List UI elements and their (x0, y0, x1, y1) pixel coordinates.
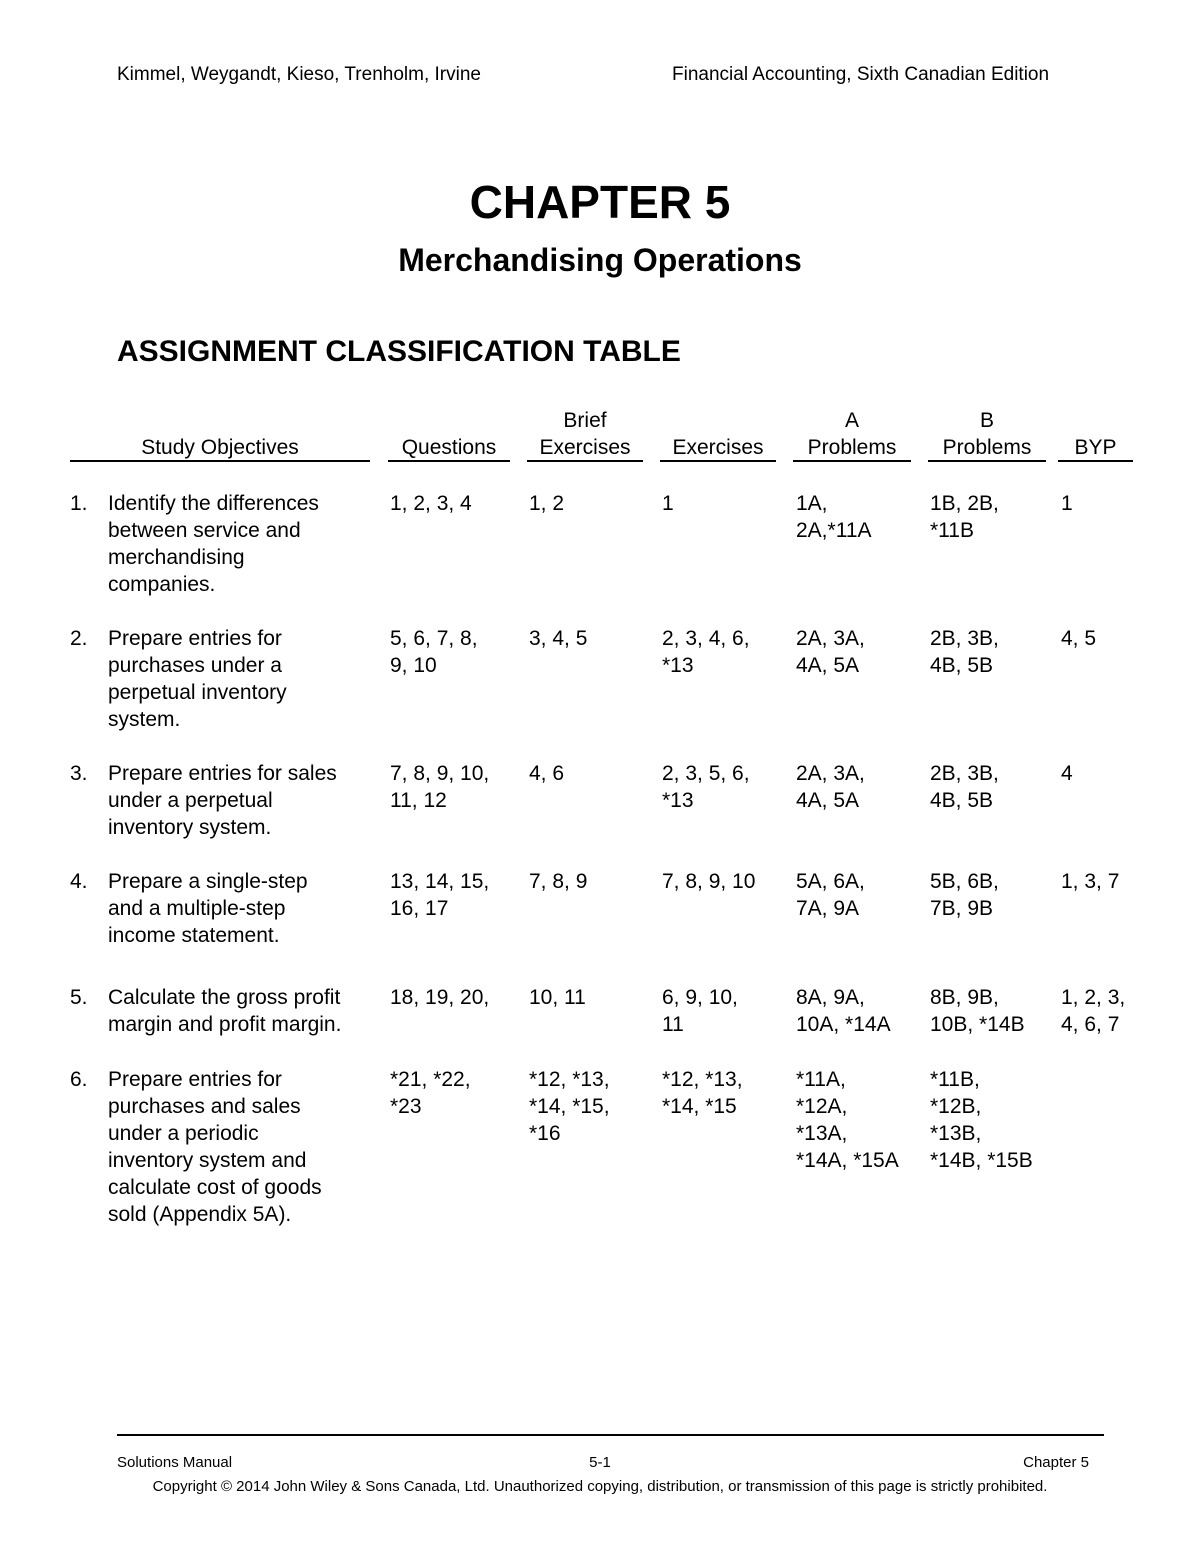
a-problems-cell: 5A, 6A, 7A, 9A (796, 870, 865, 920)
a-problems-cell: 2A, 3A, 4A, 5A (796, 762, 865, 812)
footer-left: Solutions Manual (117, 1454, 233, 1471)
questions-cell: 7, 8, 9, 10, 11, 12 (390, 762, 490, 812)
section-title: ASSIGNMENT CLASSIFICATION TABLE (117, 335, 681, 368)
b-problems-cell: 2B, 3B, 4B, 5B (930, 627, 999, 677)
a-problems-cell: 8A, 9A, 10A, *14A (796, 986, 891, 1036)
questions-cell: 18, 19, 20, (390, 986, 490, 1009)
header-underline (793, 460, 911, 462)
header-underline (660, 460, 776, 462)
b-problems-cell: 1B, 2B, *11B (930, 492, 999, 542)
header-underline (70, 460, 370, 462)
study-objective: Prepare entries for sales under a perpetual inventory system. (108, 762, 337, 839)
exercises-cell: *12, *13, *14, *15 (662, 1068, 743, 1118)
a-problems-cell: 1A, 2A,*11A (796, 492, 872, 542)
row-number: 6. (70, 1068, 88, 1091)
col-header-questions: Questions (401, 436, 497, 459)
b-problems-cell: 5B, 6B, 7B, 9B (930, 870, 999, 920)
questions-cell: 13, 14, 15, 16, 17 (390, 870, 490, 920)
brief-exercises-cell: *12, *13, *14, *15, *16 (529, 1068, 610, 1145)
byp-cell: 1, 2, 3, 4, 6, 7 (1061, 986, 1126, 1036)
header-book-title: Financial Accounting, Sixth Canadian Edition (672, 64, 1050, 85)
col-header-b-line2: Problems (942, 436, 1032, 459)
page-number: 5-1 (589, 1454, 611, 1471)
chapter-subtitle: Merchandising Operations (398, 242, 802, 278)
col-header-brief-line1: Brief (563, 409, 607, 432)
header-underline (1058, 460, 1133, 462)
header-underline (388, 460, 510, 462)
col-header-a-line1: A (844, 409, 859, 432)
a-problems-cell: 2A, 3A, 4A, 5A (796, 627, 865, 677)
footer-right: Chapter 5 (1023, 1454, 1089, 1471)
brief-exercises-cell: 10, 11 (529, 986, 586, 1009)
byp-cell: 4 (1061, 762, 1073, 785)
b-problems-cell: *11B, *12B, *13B, *14B, *15B (930, 1068, 1033, 1172)
study-objective: Prepare a single-step and a multiple-step income statement. (108, 870, 308, 947)
questions-cell: 1, 2, 3, 4 (390, 492, 472, 515)
byp-cell: 1, 3, 7 (1061, 870, 1120, 893)
brief-exercises-cell: 7, 8, 9 (529, 870, 588, 893)
exercises-cell: 7, 8, 9, 10 (662, 870, 756, 893)
exercises-cell: 2, 3, 4, 6, *13 (662, 627, 750, 677)
study-objective: Calculate the gross profit margin and profit margin. (108, 986, 342, 1036)
exercises-cell: 1 (662, 492, 674, 515)
copyright-notice: Copyright © 2014 John Wiley & Sons Canada, Ltd. Unauthorized copying, distribution, or transmission of this page is strictly prohibited. (152, 1478, 1048, 1495)
header-underline (527, 460, 643, 462)
questions-cell: *21, *22, *23 (390, 1068, 471, 1118)
col-header-a-line2: Problems (807, 436, 897, 459)
chapter-title: CHAPTER 5 (469, 176, 731, 228)
byp-cell: 1 (1061, 492, 1073, 515)
questions-cell: 5, 6, 7, 8, 9, 10 (390, 627, 478, 677)
brief-exercises-cell: 4, 6 (529, 762, 565, 785)
b-problems-cell: 8B, 9B, 10B, *14B (930, 986, 1025, 1036)
brief-exercises-cell: 1, 2 (529, 492, 565, 515)
header-authors: Kimmel, Weygandt, Kieso, Trenholm, Irvine (117, 64, 481, 85)
brief-exercises-cell: 3, 4, 5 (529, 627, 588, 650)
row-number: 2. (70, 627, 88, 650)
study-objective: Prepare entries for purchases under a perpetual inventory system. (108, 627, 287, 731)
header-underline (928, 460, 1046, 462)
col-header-exercises: Exercises (672, 436, 764, 459)
col-header-brief-line2: Exercises (539, 436, 631, 459)
exercises-cell: 6, 9, 10, 11 (662, 986, 738, 1036)
row-number: 3. (70, 762, 88, 785)
footer-divider (117, 1434, 1104, 1436)
a-problems-cell: *11A, *12A, *13A, *14A, *15A (796, 1068, 899, 1172)
row-number: 5. (70, 986, 88, 1009)
col-header-byp: BYP (1074, 436, 1117, 459)
col-header-b-line1: B (979, 409, 994, 432)
b-problems-cell: 2B, 3B, 4B, 5B (930, 762, 999, 812)
study-objective: Prepare entries for purchases and sales under a periodic inventory system and calculate cost of goods sold (Appendix 5A). (108, 1068, 322, 1226)
exercises-cell: 2, 3, 5, 6, *13 (662, 762, 750, 812)
col-header-study-objectives: Study Objectives (141, 436, 299, 459)
byp-cell: 4, 5 (1061, 627, 1097, 650)
study-objective: Identify the differences between service and merchandising companies. (108, 492, 319, 596)
row-number: 4. (70, 870, 88, 893)
row-number: 1. (70, 492, 88, 515)
